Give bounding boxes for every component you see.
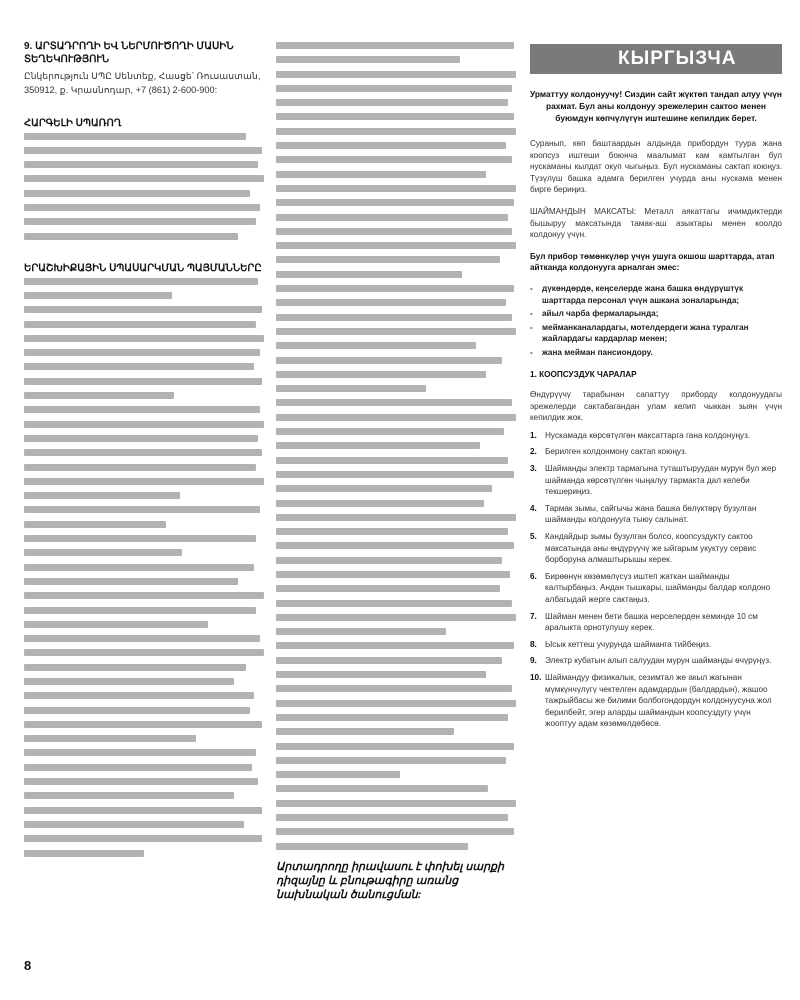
text-line xyxy=(276,657,502,664)
text-line xyxy=(24,233,238,240)
text-line xyxy=(276,214,508,221)
text-line xyxy=(24,792,234,799)
text-line xyxy=(24,147,262,154)
text-line xyxy=(24,721,262,728)
armenian-column-left xyxy=(24,40,266,946)
text-line xyxy=(276,85,512,92)
list-number: 6. xyxy=(530,571,537,581)
text-line xyxy=(276,743,514,750)
list-text: Нуcкамада көрсөтүлгөн максаттарга гана колдонуңуз. xyxy=(545,430,751,440)
text-line xyxy=(24,635,260,642)
text-line xyxy=(276,514,516,521)
text-line xyxy=(24,278,258,285)
text-line xyxy=(24,778,258,785)
text-line xyxy=(24,664,246,671)
text-line xyxy=(24,592,264,599)
kyrgyz-safety-list xyxy=(530,430,782,730)
text-line xyxy=(276,242,516,249)
list-text: Шайманды электр тармагына туташтыруудан мурун бул жер шайманда көрсөтүлгөн чыңалуу тармакта дал келеби текшериңиз. xyxy=(545,464,777,497)
text-line xyxy=(276,199,514,206)
section-gap xyxy=(24,249,266,262)
text-line xyxy=(24,564,254,571)
text-line xyxy=(276,485,492,492)
text-line xyxy=(24,764,252,771)
armenian-column-middle xyxy=(276,40,518,946)
text-line xyxy=(24,649,264,656)
text-line xyxy=(276,843,468,850)
list-text: Шайман менен бети башка нерселерден кеминде 10 см аралыкта орнотулушу керек. xyxy=(545,611,758,633)
kyrgyz-greeting: Урматтуу колдонуучу! Сиздин сайт жүктөп тандап алуу үчүн рахмат. Бул аны колдонуу эрежелерин сактоо менен буюмдун көпчүлүгүн иштешине кепилдик берет. xyxy=(530,89,782,123)
text-line xyxy=(24,378,262,385)
text-line xyxy=(24,692,254,699)
text-line xyxy=(24,807,262,814)
list-number: 1. xyxy=(530,430,537,440)
kyrgyz-not-intended-list xyxy=(530,283,782,359)
list-text: Тармак зымы, сайгычы жана башка бөлүктөрү бузулган шайманды колдонууга тыюу салынат. xyxy=(545,503,757,525)
text-line xyxy=(24,735,196,742)
text-line xyxy=(24,321,256,328)
kyrgyz-not-intended-heading: Бул прибор төмөнкүлөр үчүн ушуга окшош шарттарда, атап айтканда колдонууга арналган эмес: xyxy=(530,251,775,273)
text-line xyxy=(24,621,208,628)
text-line xyxy=(276,828,514,835)
text-line xyxy=(276,71,516,78)
text-line xyxy=(24,678,234,685)
text-line xyxy=(276,471,514,478)
list-item xyxy=(530,503,782,526)
list-item xyxy=(530,463,782,498)
list-item: - айыл чарба фермаларында; xyxy=(530,308,782,320)
text-line xyxy=(276,500,484,507)
text-line xyxy=(24,449,262,456)
list-item xyxy=(530,430,782,442)
list-text: Электр кубатын алып салуудан мурун шайманды өчүрүңүз. xyxy=(545,656,772,666)
list-number: 4. xyxy=(530,503,537,513)
text-lines xyxy=(276,42,518,850)
text-line xyxy=(276,271,462,278)
text-line xyxy=(276,814,508,821)
text-line xyxy=(24,161,258,168)
text-line xyxy=(276,785,488,792)
text-line xyxy=(276,414,516,421)
text-line xyxy=(24,421,264,428)
text-line xyxy=(276,442,480,449)
text-line xyxy=(24,835,262,842)
text-line xyxy=(276,142,506,149)
list-number: 10. xyxy=(530,672,542,682)
language-header-kyrgyz: КЫРГЫЗЧА xyxy=(530,44,782,74)
text-line xyxy=(24,406,260,413)
list-text: Шаймандуу физикалык, сезимтал же акыл жагынан мүмкүнчүлүгү чектелген адамдардын (балдардын), жашоо тажрыйбасы же билими болбогондордун колдонуусуна жол берилбейт, эгер аларды шаймандын коопсуздугу үчүн жооптуу адам көзөмөлдөбөсө. xyxy=(545,672,772,729)
list-number: 3. xyxy=(530,464,537,474)
text-line xyxy=(24,435,258,442)
text-line xyxy=(24,749,256,756)
text-line xyxy=(24,363,254,370)
text-line xyxy=(24,190,250,197)
text-line xyxy=(276,800,516,807)
list-number: 7. xyxy=(530,611,537,621)
kyrgyz-safety-intro: Өндүрүүчү тарабынан сапаттуу приборду колдонуудагы эрежелерди сактабагандан улам келип чыккан зыян үчүн кепилдик жок. xyxy=(530,390,782,423)
text-line xyxy=(24,349,260,356)
list-number: 9. xyxy=(530,656,537,666)
list-item: - жана мейман пансиондору. xyxy=(530,347,782,359)
text-line xyxy=(276,357,502,364)
text-line xyxy=(276,299,506,306)
text-line xyxy=(24,218,256,225)
text-line xyxy=(276,385,426,392)
text-line xyxy=(276,399,512,406)
list-text: Бирөөнүн көзөмөлүсүз иштеп жаткан шайманды калтырбаңыз. Андан тышкары, шайманды балдар колдоно албагыдай жерге сактаңыз. xyxy=(545,571,771,604)
text-line xyxy=(276,557,502,564)
text-line xyxy=(276,428,504,435)
section-gap xyxy=(24,104,266,117)
text-line xyxy=(24,478,264,485)
list-text: Кандайдыр зымы бузулган болсо, коопсуздукту сактоо максатында аны өндүрүүчү же ыйгарым укуктуу сервис борборуна алмаштырышы керек. xyxy=(545,532,757,565)
text-line xyxy=(24,850,144,857)
list-item: - дүкөндөрдө, кеңселерде жана башка өндүрүштүк шарттарда персонал үчүн ашкана зоналарында; xyxy=(530,283,782,306)
section-heading: ԵՐԱՇԽԻՔԱՅԻՆ ՍՊԱՍԱՐԿՄԱՆ ՊԱՅՄԱՆՆԵՐԸ xyxy=(24,262,262,274)
text-line xyxy=(276,185,516,192)
text-lines xyxy=(24,133,266,240)
text-line xyxy=(276,600,512,607)
text-line xyxy=(276,256,500,263)
text-line xyxy=(276,285,514,292)
text-line xyxy=(24,521,166,528)
text-line xyxy=(276,328,516,335)
text-line xyxy=(276,685,512,692)
text-line xyxy=(276,642,514,649)
kyrgyz-safety-heading: 1. КООПСУЗДУК ЧАРАЛАР xyxy=(530,369,637,379)
text-line xyxy=(276,757,506,764)
text-line xyxy=(276,56,460,63)
list-item xyxy=(530,672,782,730)
list-item: - мейманканалардагы, мотелдердеги жана туралган жайлардагы кардарлар менен; xyxy=(530,322,782,345)
closing-note: Արտադրողը իրավասու է փոխել սարքի դիզայնը և բնութագիրը առանց նախնական ծանուցման: xyxy=(276,860,505,901)
text-line xyxy=(276,99,508,106)
text-line xyxy=(24,464,256,471)
text-line xyxy=(24,175,264,182)
text-line xyxy=(276,528,508,535)
list-number: 5. xyxy=(530,532,537,542)
list-item xyxy=(530,639,782,651)
text-line xyxy=(24,549,182,556)
text-line xyxy=(24,335,264,342)
text-line xyxy=(276,771,400,778)
text-line xyxy=(24,707,250,714)
text-line xyxy=(276,714,508,721)
list-item xyxy=(530,446,782,458)
text-line xyxy=(276,314,512,321)
text-line xyxy=(24,204,260,211)
text-line xyxy=(24,607,256,614)
text-line xyxy=(276,42,514,49)
text-line xyxy=(276,171,486,178)
text-line xyxy=(276,614,516,621)
list-text: Ысык кеттеш учурунда шайманга тийбеңиз. xyxy=(545,639,712,649)
text-line xyxy=(276,457,508,464)
text-line xyxy=(24,578,238,585)
list-number: 8. xyxy=(530,639,537,649)
text-line xyxy=(276,228,512,235)
text-line xyxy=(24,306,262,313)
list-item xyxy=(530,531,782,566)
text-line xyxy=(24,292,172,299)
text-line xyxy=(24,535,256,542)
list-number: 2. xyxy=(530,447,537,457)
page-number: 8 xyxy=(24,958,32,973)
text-line xyxy=(24,492,180,499)
text-line xyxy=(276,371,486,378)
text-line xyxy=(276,585,500,592)
text-line xyxy=(276,128,516,135)
text-lines xyxy=(24,278,266,857)
text-line xyxy=(276,571,510,578)
list-text: Берилген колдонмону сактап коюңуз. xyxy=(545,447,687,457)
section-heading: 9. ԱՐՏԱԴՐՈՂԻ ԵՎ ՆԵՐՄՈՒԾՈՂԻ ՄԱՍԻՆ ՏԵՂԵԿՈՒԹՅՈՒՆ xyxy=(24,41,234,65)
text-line xyxy=(276,628,446,635)
text-line xyxy=(276,113,514,120)
section-paragraph: Ընկերություն ՍՊԸ Սենտեք, Հասցե՝ Ռուսաստան, 350912, ք. Կրասնոդար, +7 (861) 2-600-900: xyxy=(24,71,261,96)
text-line xyxy=(24,821,244,828)
text-line xyxy=(276,156,512,163)
list-item xyxy=(530,655,782,667)
text-line xyxy=(276,700,516,707)
section-heading: ՀԱՐԳԵԼԻ ՍՊԱՌՈՂ xyxy=(24,117,122,129)
text-line xyxy=(24,506,260,513)
kyrgyz-column xyxy=(530,44,782,984)
text-line xyxy=(276,542,514,549)
kyrgyz-purpose-paragraph: ШАЙМАНДЫН МАКСАТЫ: Металл аякаттагы ичимдиктерди бышыруу максатында тамак-аш азыктары менен коолдо колдонуу үчүн. xyxy=(530,206,782,240)
text-line xyxy=(276,342,476,349)
text-line xyxy=(276,671,486,678)
text-line xyxy=(24,133,246,140)
list-item xyxy=(530,571,782,606)
kyrgyz-intro-paragraph: Суранып, көп баштаардын алдында прибордун туура жана коопсуз иштеши боюнча маалымат кам камтылган бул нускаманы кылдат окуп чыгыңыз. Бул нускаманы сактап коюңуз. Түзүлүш башка адамга берилген учурда аны нускама менен бирге бериңиз. xyxy=(530,139,782,195)
text-line xyxy=(24,392,174,399)
list-item xyxy=(530,611,782,634)
text-line xyxy=(276,728,454,735)
